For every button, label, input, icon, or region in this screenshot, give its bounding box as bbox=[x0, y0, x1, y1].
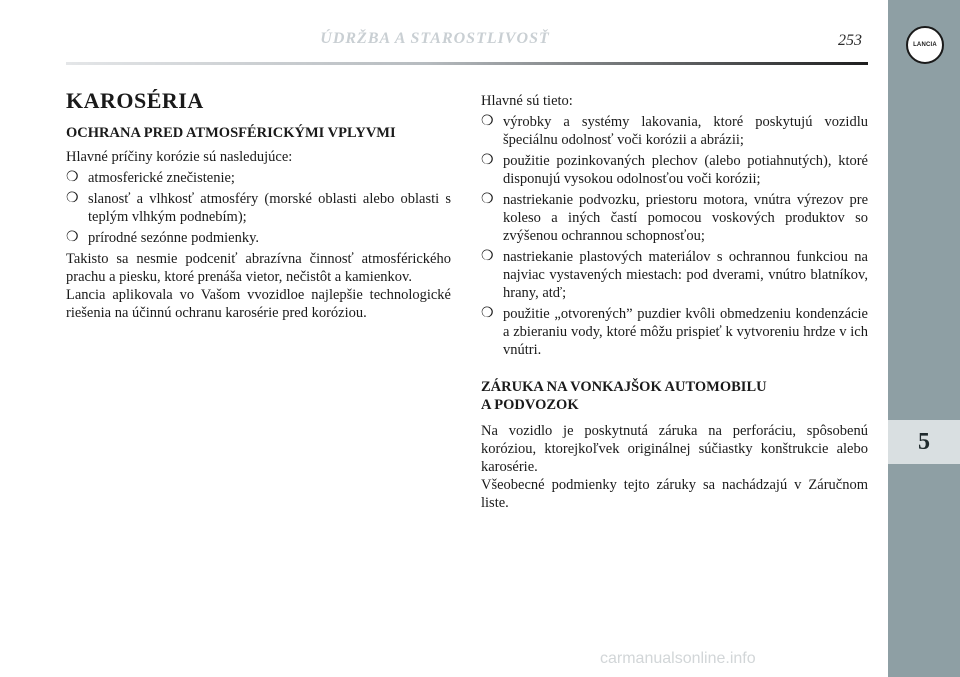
bullet-icon: ❍ bbox=[481, 249, 494, 264]
chapter-tab-5[interactable]: 5 bbox=[888, 420, 960, 464]
protection-list bbox=[481, 113, 868, 359]
cause-list bbox=[66, 169, 451, 247]
paragraph: Všeobecné podmienky tejto záruky sa nachádzajú v Záručnom liste. bbox=[481, 477, 868, 511]
lancia-logo-icon bbox=[906, 26, 944, 64]
list-item: ❍ použitie pozinkovaných plechov (alebo potiahnutých), ktoré disponujú vysokou odolnosťou voči korózii; bbox=[481, 153, 868, 187]
paragraph: Takisto sa nesmie podceniť abrazívna činnosť atmosférického prachu a piesku, ktoré prenáša vietor, nečistôt a kamienkov. bbox=[66, 251, 451, 285]
bullet-icon: ❍ bbox=[66, 170, 79, 185]
subsection-title: OCHRANA PRED ATMOSFÉRICKÝMI VPLYVMI bbox=[66, 125, 396, 141]
bullet-icon: ❍ bbox=[481, 306, 494, 321]
list-item: ❍ použitie „otvorených” puzdier kvôli obmedzeniu kondenzácie a zbieraniu vody, ktoré môžu prispieť k vytvoreniu hrdze v ich vnútri. bbox=[481, 306, 868, 358]
logo-text: LANCIA bbox=[913, 42, 937, 48]
bullet-icon: ❍ bbox=[66, 191, 79, 206]
bullet-icon: ❍ bbox=[481, 153, 494, 168]
header-rule bbox=[66, 62, 868, 65]
page-number: 253 bbox=[838, 32, 862, 49]
section-title: KAROSÉRIA bbox=[66, 88, 204, 113]
intro-text: Hlavné sú tieto: bbox=[481, 93, 573, 109]
list-item: ❍ výrobky a systémy lakovania, ktoré poskytujú vozidlu špeciálnu odolnosť voči korózii a abrázii; bbox=[481, 114, 868, 148]
paragraph: Na vozidlo je poskytnutá záruka na perforáciu, spôsobenú koróziou, ktorejkoľvek originálnej súčiastky konštrukcie alebo karosérie. bbox=[481, 423, 868, 475]
running-header-title: ÚDRŽBA A STAROSTLIVOSŤ bbox=[320, 30, 550, 47]
left-column bbox=[66, 88, 451, 322]
bullet-icon: ❍ bbox=[66, 230, 79, 245]
bullet-icon: ❍ bbox=[481, 192, 494, 207]
chapter-sidebar bbox=[888, 0, 960, 677]
right-column bbox=[481, 92, 868, 512]
list-item: ❍ slanosť a vlhkosť atmosféry (morské oblasti alebo oblasti s teplým vlhkým podnebím); bbox=[66, 191, 451, 225]
subsection-title: ZÁRUKA NA VONKAJŠOK AUTOMOBILU A PODVOZOK bbox=[481, 379, 767, 413]
bullet-icon: ❍ bbox=[481, 114, 494, 129]
list-item: ❍ atmosferické znečistenie; bbox=[66, 170, 235, 186]
paragraph: Lancia aplikovala vo Vašom vvozidloe najlepšie technologické riešenia na účinnú ochranu karosérie pred koróziou. bbox=[66, 287, 451, 321]
watermark: carmanualsonline.info bbox=[600, 650, 756, 667]
list-item: ❍ nastriekanie plastových materiálov s ochrannou funkciou na najviac vystavených miestach: pod dverami, vnútro blatníkov, hrany, atď; bbox=[481, 249, 868, 301]
list-item: ❍ prírodné sezónne podmienky. bbox=[66, 230, 259, 246]
list-item: ❍ nastriekanie podvozku, priestoru motora, vnútra výrezov pre koleso a iných častí pomocou voskových produktov so zvýšenou ochrannou schopnosťou; bbox=[481, 192, 868, 244]
intro-text: Hlavné príčiny korózie sú nasledujúce: bbox=[66, 149, 293, 165]
